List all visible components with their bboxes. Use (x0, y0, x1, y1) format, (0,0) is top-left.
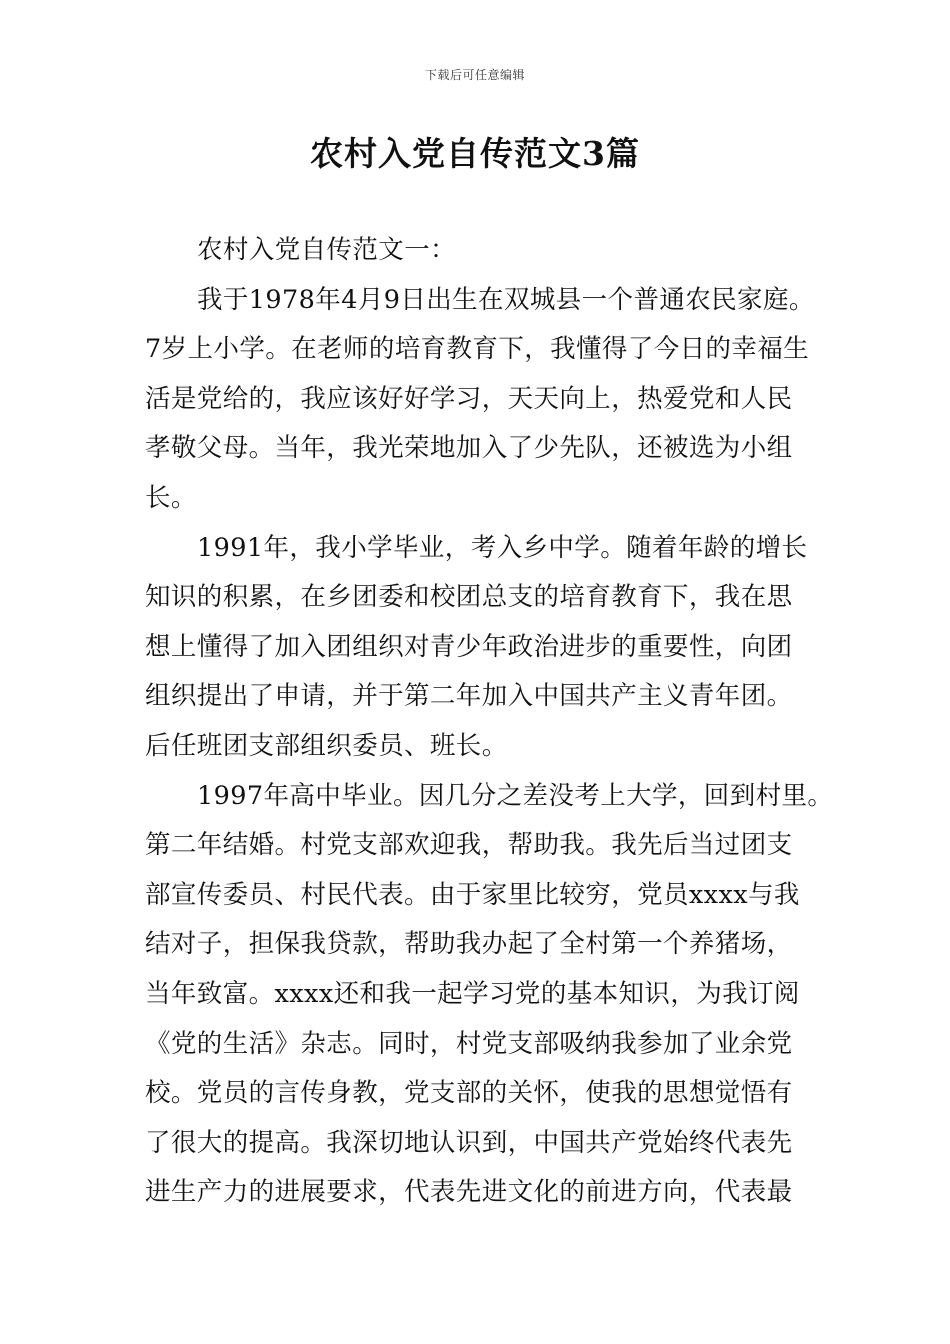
text-line: 7岁上小学。在老师的培育教育下，我懂得了今日的幸福生 (145, 334, 810, 365)
page-title: 农村入党自传范文3篇 (310, 134, 640, 173)
text-line: 想上懂得了加入团组织对青少年政治进步的重要性，向团 (145, 631, 793, 662)
text-line: 校。党员的言传身教，党支部的关怀，使我的思想觉悟有 (145, 1078, 793, 1109)
text-line: 农村入党自传范文一： (197, 235, 457, 265)
header-note: 下载后可任意编辑 (424, 68, 525, 82)
text-line: 活是党给的，我应该好好学习，天天向上，热爱党和人民 (145, 383, 793, 414)
text-line: 我于1978年4月9日出生在双城县一个普通农民家庭。 (197, 284, 815, 315)
text-line: 长。 (145, 482, 197, 513)
text-line: 当年致富。xxxx还和我一起学习党的基本知识，为我订阅 (145, 978, 800, 1009)
text-line: 进生产力的进展要求，代表先进文化的前进方向，代表最 (145, 1177, 793, 1208)
text-line: 第二年结婚。村党支部欢迎我，帮助我。我先后当过团支 (145, 830, 793, 861)
text-line: 《党的生活》杂志。同时，村党支部吸纳我参加了业余党 (145, 1028, 793, 1059)
body-text (145, 226, 834, 1218)
text-line: 后任班团支部组织委员、班长。 (145, 730, 508, 761)
text-line: 孝敬父母。当年，我光荣地加入了少先队，还被选为小组 (145, 433, 793, 464)
text-line: 1991年，我小学毕业，考入乡中学。随着年龄的增长 (197, 532, 808, 563)
text-line: 1997年高中毕业。因几分之差没考上大学，回到村里。 (197, 780, 834, 811)
text-line: 知识的积累，在乡团委和校团总支的培育教育下，我在思 (145, 582, 793, 613)
text-line: 了很大的提高。我深切地认识到，中国共产党始终代表先 (145, 1127, 793, 1158)
text-line: 组织提出了申请，并于第二年加入中国共产主义青年团。 (145, 681, 793, 712)
text-line: 结对子，担保我贷款，帮助我办起了全村第一个养猪场， (145, 929, 793, 960)
text-line: 部宣传委员、村民代表。由于家里比较穷，党员xxxx与我 (145, 879, 800, 910)
